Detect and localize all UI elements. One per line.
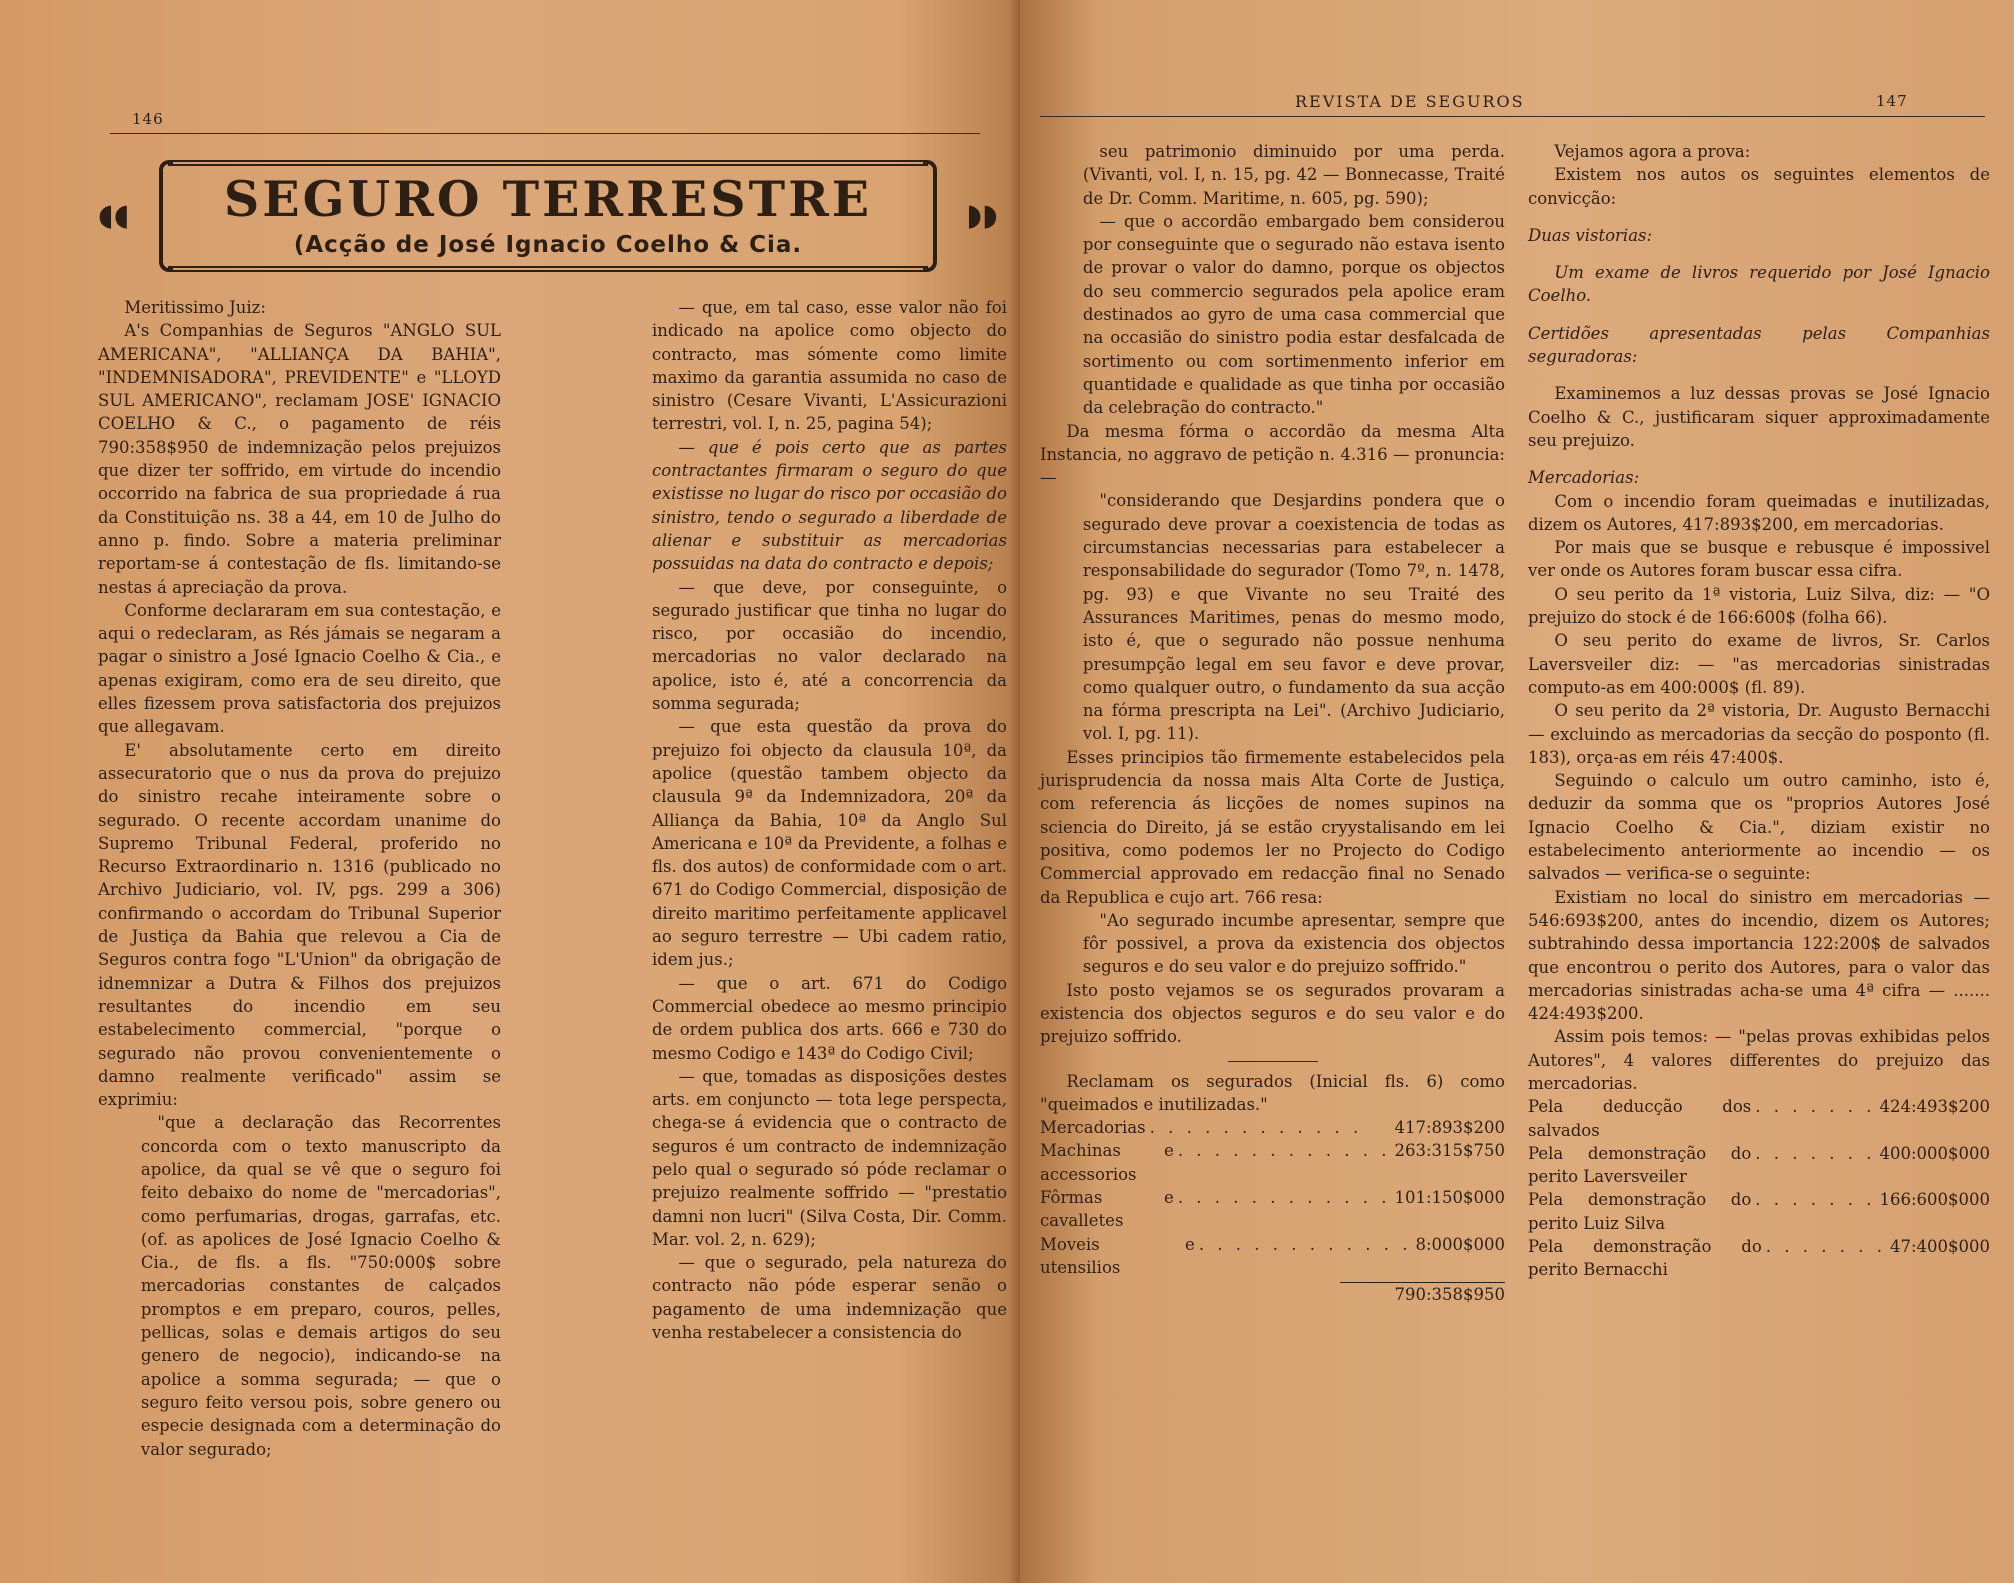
quote-paragraph: "Ao segurado incumbe apresentar, sempre que fôr possivel, a prova da existencia dos objectos seguros e do seu valor e do prejuizo soffrido.": [1082, 910, 1505, 977]
value-amount: 166:600$000: [1879, 1190, 1990, 1210]
paragraph: Conforme declararam em sua contestação, e aqui o redeclaram, as Rés jámais se negaram a pagar o sinistro a José Ignacio Coelho & Cia., e apenas exigiram, como era de seu direito, que elles fizessem prova satisfactoria dos prejuizos que allegavam.: [98, 600, 501, 737]
paragraph: Examinemos a luz dessas provas se José Ignacio Coelho & C., justificaram siquer approximadamente seu prejuizo.: [1528, 384, 1990, 450]
paragraph: E' absolutamente certo em direito assecuratorio que o nus da prova do prejuizo do sinistro recahe inteiramente sobre o segurado. O recente accordam unanime do Supremo Tribunal Federal, proferido no Recurso Extraordinario n. 1316 (publicado no Archivo Judiciario, vol. IV, pgs. 299 a 306) confirmando o accordam do Tribunal Superior de Justiça da Bahia que relevou a Cia de Seguros contra fogo "L'Union" da obrigação de idnemnizar a Dutra & Filhos dos prejuizos resultantes do incendio em seu estabelecimento commercial, "porque o segurado não provou convenientemente o damno realmente verificado" assim se exprimiu:: [98, 740, 501, 1110]
header-rule-left: [110, 133, 980, 134]
paragraph: — que, tomadas as disposições destes arts. em conjuncto — tota lege perspecta, chega-se á evidencia que o contracto de seguros é um contracto de indemnização pelo qual o segurado só póde reclamar o prejuizo realmente soffrido — "prestatio damni non lucri" (Silva Costa, Dir. Comm. Mar. vol. 2, n. 629);: [652, 1066, 1007, 1249]
page-number-right: 147: [1876, 92, 1908, 110]
ornament-left-icon: ◖◖: [98, 198, 130, 233]
paragraph: Existem nos autos os seguintes elementos de convicção:: [1528, 165, 1990, 208]
claim-row: [1040, 1233, 1505, 1280]
value-row: [1528, 1095, 1990, 1142]
leader-dots: . . . . . . .: [1765, 1237, 1886, 1257]
leader-dots: . . . . . . .: [1755, 1097, 1876, 1117]
leader-dots: . . . . . . . . . . . .: [1177, 1188, 1391, 1208]
article-title: SEGURO TERRESTRE: [223, 170, 873, 228]
claim-label: Mercadorias: [1040, 1118, 1146, 1138]
value-label: Pela demonstração do perito Bernacchi: [1528, 1237, 1762, 1280]
evidence-item: Um exame de livros requerido por José Ignacio Coelho.: [1528, 263, 1990, 306]
claim-label: Moveis e utensilios: [1040, 1234, 1195, 1277]
article-title-block: [98, 160, 998, 272]
claim-value: 263:315$750: [1394, 1141, 1505, 1161]
evidence-item: Duas vistorias:: [1528, 225, 1653, 245]
claim-row: [1040, 1116, 1505, 1139]
right-page: [1020, 0, 2014, 1583]
paragraph: — que esta questão da prova do prejuizo foi objecto da clausula 10ª, da apolice (questão tambem objecto da clausula 9ª da Indemnizadora, 20ª da Alliança da Bahia, 10ª da Anglo Sul Americana e 10ª da Previdente, a folhas e fls. dos autos) de conformidade com o art. 671 do Codigo Commercial, disposição de direito maritimo perfeitamente applicavel ao seguro terrestre — Ubi cadem ratio, idem jus.;: [652, 717, 1007, 970]
value-row: [1528, 1188, 1990, 1235]
quote-paragraph: "considerando que Desjardins pondera que o segurado deve provar a coexistencia de todas as circumstancias necessarias para estabelecer a responsabilidade do segurador (Tomo 7º, n. 1478, pg. 93) e que Vivante no seu Traité des Assurances Maritimes, penas do mesmo modo, isto é, que o segurado não possue nenhuma presumpção legal em seu favor e deve provar, como qualquer outro, o fundamento da sua acção na fórma prescripta na Lei". (Archivo Judiciario, vol. I, pg. 11).: [1082, 491, 1505, 744]
section-heading: Mercadorias:: [1528, 468, 1640, 488]
paragraph: Da mesma fórma o accordão da mesma Alta Instancia, no aggravo de petição n. 4.316 — pronuncia: —: [1040, 421, 1505, 488]
values-table: [1528, 1095, 1990, 1281]
leader-dots: . . . . . . .: [1755, 1143, 1876, 1163]
value-amount: 400:000$000: [1879, 1143, 1990, 1163]
claims-intro: Reclamam os segurados (Inicial fls. 6) como "queimados e inutilizadas.": [1040, 1071, 1505, 1114]
claim-label: Machinas e accessorios: [1040, 1141, 1174, 1184]
claim-row: [1040, 1186, 1505, 1233]
paragraph: Por mais que se busque e rebusque é impossivel ver onde os Autores foram buscar essa cifra.: [1528, 538, 1990, 581]
paragraph: O seu perito da 1ª vistoria, Luiz Silva, diz: — "O prejuizo do stock é de 166:600$ (folha 66).: [1528, 584, 1990, 628]
paragraph: Vejamos agora a prova:: [1554, 142, 1751, 161]
value-label: Pela deducção dos salvados: [1528, 1097, 1752, 1140]
claim-value: 101:150$000: [1394, 1188, 1505, 1208]
page-number-left: 146: [132, 110, 164, 128]
paragraph: Meritissimo Juiz:: [124, 298, 266, 317]
quote-paragraph: seu patrimonio diminuido por uma perda. (Vivanti, vol. I, n. 15, pg. 42 — Bonnecasse, Traité de Dr. Comm. Maritime, n. 605, pg. 590);: [1082, 142, 1505, 208]
claim-label: Fôrmas e cavalletes: [1040, 1188, 1174, 1231]
paragraph: Assim pois temos: — "pelas provas exhibidas pelos Autores", 4 valores differentes do prejuizo das mercadorias.: [1528, 1027, 1990, 1093]
article-subtitle: (Acção de José Ignacio Coelho & Cia.: [293, 232, 803, 258]
paragraph: — que o segurado, pela natureza do contracto não póde esperar senão o pagamento de uma indemnização que venha restabelecer a consistencia do: [652, 1253, 1007, 1343]
leader-dots: . . . . . . .: [1755, 1190, 1876, 1210]
running-head: REVISTA DE SEGUROS: [1295, 92, 1525, 111]
paragraph: — que deve, por conseguinte, o segurado justificar que tinha no lugar do risco, por occasião do incendio, mercadorias no valor declarado na apolice, isto é, até a concorrencia da somma segurada;: [652, 577, 1007, 714]
paragraph: Esses principios tão firmemente estabelecidos pela jurisprudencia da nossa mais Alta Corte de Justiça, com referencia ás licções de nomes supinos na sciencia do Direito, já se estão cryystalisando em lei positiva, como podemos ler no Projecto do Codigo Commercial approvado em redacção final no Senado da Republica e cujo art. 766 resa:: [1040, 747, 1505, 907]
column-3: [1040, 140, 1505, 1307]
column-1: [98, 296, 501, 1461]
value-row: [1528, 1142, 1990, 1189]
value-amount: 47:400$000: [1889, 1237, 1990, 1257]
claims-table: [1040, 1116, 1505, 1306]
quote-paragraph: "que a declaração das Recorrentes concorda com o texto manuscripto da apolice, da qual se vê que o seguro foi feito debaixo do nome de "mercadorias", como perfumarias, drogas, garrafas, etc. (of. as apolices de José Ignacio Coelho & Cia., de fls. a fls. "750:000$ sobre mercadorias constantes de calçados promptos e em preparo, couros, pelles, pellicas, solas e demais artigos do seu genero de negocio), indicando-se na apolice a somma segurada; — que o seguro feito versou pois, sobre genero ou especie designada com a determinação do valor segurado;: [140, 1113, 501, 1459]
value-amount: 424:493$200: [1879, 1097, 1990, 1117]
leader-dots: . . . . . . . . . . . .: [1149, 1118, 1363, 1138]
quote-paragraph: — que o accordão embargado bem considerou por conseguinte que o segurado não estava isento de provar o valor do damno, porque os objectos do seu commercio segurados pela apolice eram destinados ao gyro de uma casa commercial que na occasião do sinistro podia estar desfalcada de sortimento ou com sortimenmento inferior em quantidade e qualidade as que tinha por occasião da celebração do contracto.": [1082, 211, 1505, 418]
paragraph: Existiam no local do sinistro em mercadorias — 546:693$200, antes do incendio, dizem os Autores; subtrahindo dessa importancia 122:200$ de salvados que encontrou o perito dos Autores, para o valor das mercadorias sinistradas acha-se uma 4ª cifra — ....... 424:493$200.: [1528, 887, 1990, 1024]
paragraph: A's Companhias de Seguros "ANGLO SUL AMERICANA", "ALLIANÇA DA BAHIA", "INDEMNISADORA", PREVIDENTE" e "LLOYD SUL AMERICANO", reclamam JOSE' IGNACIO COELHO & C., o pagamento de réis 790:358$950 de indemnização pelos prejuizos que dizer ter soffrido, em virtude do incendio occorrido na fabrica de sua propriedade á rua da Constituição ns. 38 a 44, em 10 de Julho do anno p. findo. Sobre a materia preliminar reportam-se á contestação de fls. limitando-se nestas á apreciação da prova.: [98, 321, 501, 597]
paragraph-italic: — que é pois certo que as partes contractantes firmaram o seguro do que existisse no lugar do risco por occasião do sinistro, tendo o segurado a liberdade de alienar e substituir as mercadorias possuidas na data do contracto e depois;: [652, 437, 1007, 574]
paragraph: Isto posto vejamos se os segurados provaram a existencia dos objectos seguros e do seu valor e do prejuizo soffrido.: [1040, 980, 1505, 1047]
value-row: [1528, 1235, 1990, 1282]
paragraph: O seu perito do exame de livros, Sr. Carlos Laversveiler diz: — "as mercadorias sinistradas computo-as em 400:000$ (fl. 89).: [1528, 631, 1990, 697]
header-rule-right: [1040, 116, 1985, 117]
paragraph: — que o art. 671 do Codigo Commercial obedece ao mesmo principio de ordem publica dos arts. 666 e 730 do mesmo Codigo e 143ª do Codigo Civil;: [652, 973, 1007, 1063]
value-label: Pela demonstração do perito Luiz Silva: [1528, 1190, 1752, 1233]
value-label: Pela demonstração do perito Laversveiler: [1528, 1143, 1752, 1187]
paragraph: Com o incendio foram queimadas e inutilizadas, dizem os Autores, 417:893$200, em mercadorias.: [1528, 491, 1990, 534]
leader-dots: . . . . . . . . . . . .: [1198, 1234, 1412, 1254]
paragraph: — que, em tal caso, esse valor não foi indicado na apolice como objecto do contracto, mas sómente como limite maximo da garantia assumida no caso de sinistro (Cesare Vivanti, L'Assicurazioni terrestri, vol. I, n. 25, pagina 54);: [652, 298, 1007, 434]
section-divider: [1228, 1061, 1318, 1062]
evidence-item: Certidões apresentadas pelas Companhias seguradoras:: [1528, 323, 1990, 367]
paragraph: O seu perito da 2ª vistoria, Dr. Augusto Bernacchi — excluindo as mercadorias da secção do posponto (fl. 183), orça-as em réis 47:400$.: [1528, 701, 1990, 767]
claim-row: [1040, 1139, 1505, 1186]
paragraph: Seguindo o calculo um outro caminho, isto é, deduzir da somma que os "proprios Autores José Ignacio Coelho & Cia.", diziam existir no estabelecimento anteriormente ao incendio — os salvados — verifica-se o seguinte:: [1528, 771, 1990, 884]
leader-dots: . . . . . . . . . . . .: [1177, 1141, 1391, 1161]
claims-total: 790:358$950: [1340, 1282, 1505, 1306]
column-2: [652, 296, 1007, 1344]
claim-value: 8:000$000: [1415, 1234, 1505, 1254]
ornament-right-icon: ◗◗: [966, 198, 998, 233]
column-4: [1528, 140, 1990, 1282]
claim-value: 417:893$200: [1394, 1118, 1505, 1138]
